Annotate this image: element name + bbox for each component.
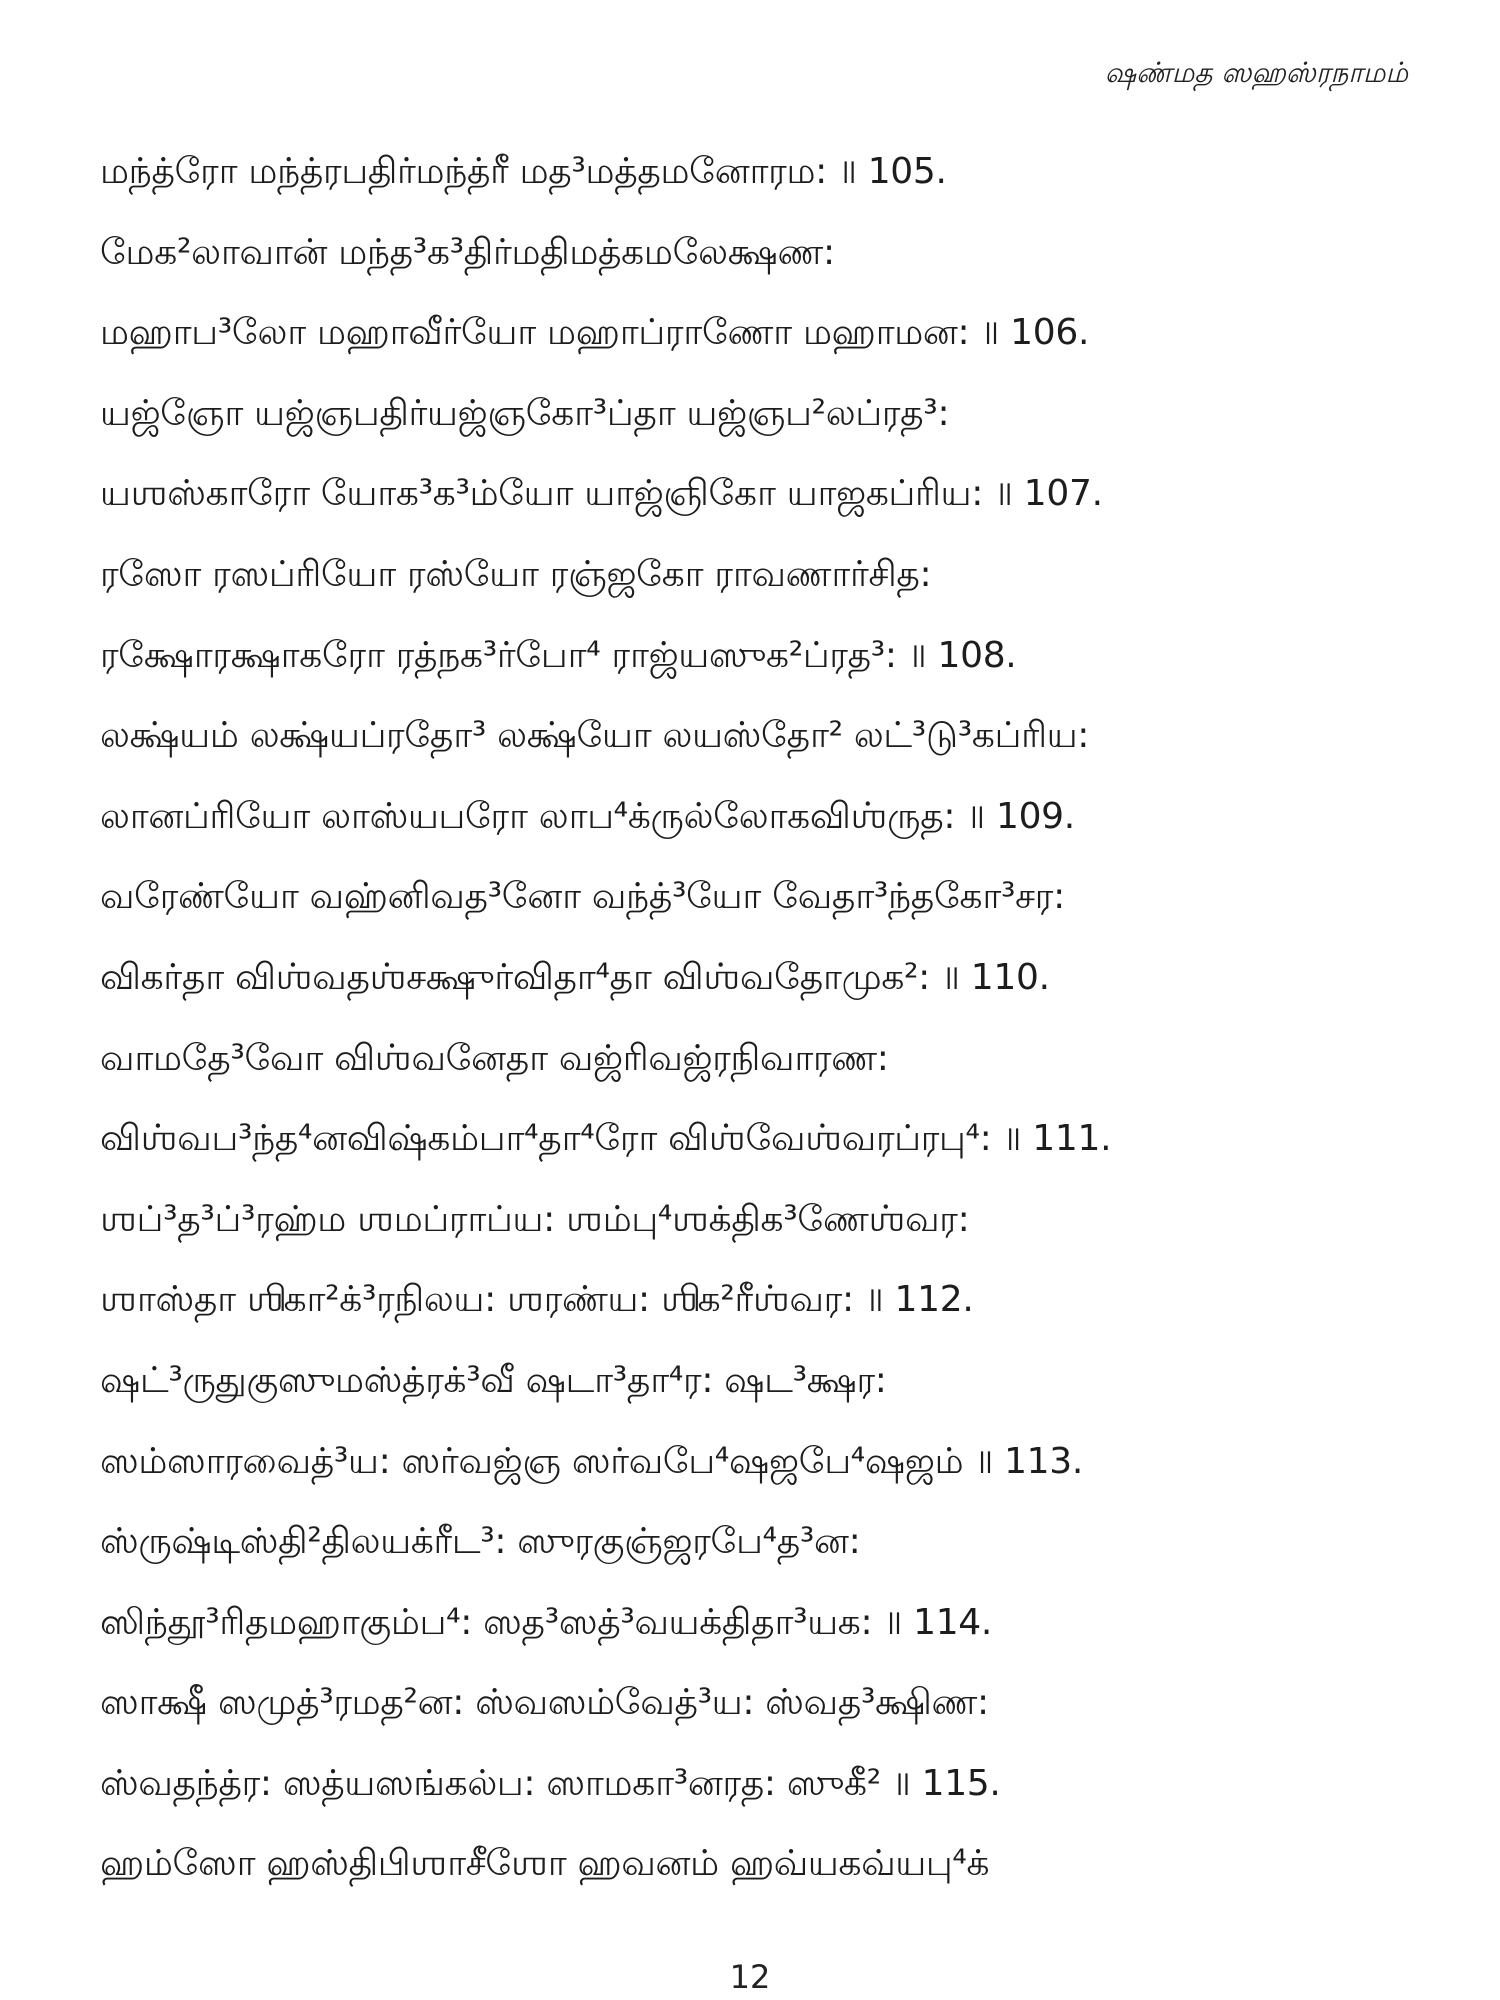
verse-line: ஸம்ஸாரவைத்³ய: ஸர்வஜ்ஞ ஸர்வபே⁴ஷஜபே⁴ஷஜம் ॥ 113. [100, 1440, 1084, 1482]
verse-line: லக்ஷ்யம் லக்ஷ்யப்ரதோ³ லக்ஷ்யோ லயஸ்தோ² லட்³டு³கப்ரிய: [100, 715, 1090, 757]
verse-line: ஸிந்தூ³ரிதமஹாகும்ப⁴: ஸத³ஸத்³வயக்திதா³யக: ॥ 114. [100, 1601, 993, 1643]
verse-line: விகர்தா விஶ்வதஶ்சக்ஷுர்விதா⁴தா விஶ்வதோமுக²: ॥ 110. [100, 956, 1050, 998]
verse-line: விஶ்வப³ந்த⁴னவிஷ்கம்பா⁴தா⁴ரோ விஶ்வேஶ்வரப்ரபு⁴: ॥ 111. [100, 1118, 1112, 1160]
verse-line: மஹாப³லோ மஹாவீர்யோ மஹாப்ராணோ மஹாமன: ॥ 106. [100, 312, 1090, 354]
verse-block [100, 142, 1430, 1915]
verse-line: ஷட்³ருதுகுஸுமஸ்த்ரக்³வீ ஷடா³தா⁴ர: ஷட³க்ஷர: [100, 1359, 887, 1401]
verse-line: லானப்ரியோ லாஸ்யபரோ லாப⁴க்ருல்லோகவிஶ்ருத: ॥ 109. [100, 795, 1075, 837]
verse-line: வாமதே³வோ விஶ்வனேதா வஜ்ரிவஜ்ரநிவாரண: [100, 1037, 889, 1079]
verse-line: யஶஸ்காரோ யோக³க³ம்யோ யாஜ்ஞிகோ யாஜகப்ரிய: ॥ 107. [100, 473, 1103, 515]
verse-line: மந்த்ரோ மந்த்ரபதிர்மந்த்ரீ மத³மத்தமனோரம: ॥ 105. [100, 151, 947, 192]
verse-line: ஹம்ஸோ ஹஸ்திபிஶாசீஶோ ஹவனம் ஹவ்யகவ்யபு⁴க் [100, 1843, 990, 1885]
verse-line: யஜ்ஞோ யஜ்ஞபதிர்யஜ்ஞகோ³ப்தா யஜ்ஞப²லப்ரத³: [100, 392, 950, 434]
verse-line: ரஸோ ரஸப்ரியோ ரஸ்யோ ரஞ்ஜகோ ராவணார்சித: [100, 553, 932, 595]
verse-line: ஸ்ருஷ்டிஸ்தி²திலயக்ரீட³: ஸுரகுஞ்ஜரபே⁴த³ன: [100, 1521, 861, 1563]
verse-line: ரக்ஷோரக்ஷாகரோ ரத்நக³ர்போ⁴ ராஜ்யஸுக²ப்ரத³: ॥ 108. [100, 634, 1017, 676]
page-number: 12 [729, 1958, 771, 1996]
verse-line: ஶாஸ்தா ஶிகா²க்³ரநிலய: ஶரண்ய: ஶிக²ரீஶ்வர: ॥ 112. [100, 1279, 974, 1321]
verse-line: ஸாக்ஷீ ஸமுத்³ரமத²ன: ஸ்வஸம்வேத்³ய: ஸ்வத³க்ஷிண: [100, 1682, 989, 1724]
verse-line: ஶப்³த³ப்³ரஹ்ம ஶமப்ராப்ய: ஶம்பு⁴ஶக்திக³ணேஶ்வர: [100, 1198, 970, 1240]
verse-line: மேக²லாவான் மந்த³க³திர்மதிமத்கமலேக்ஷண: [100, 231, 835, 273]
verse-line: ஸ்வதந்த்ர: ஸத்யஸங்கல்ப: ஸாமகா³னரத: ஸுகீ² ॥ 115. [100, 1762, 1001, 1804]
verse-line: வரேண்யோ வஹ்னிவத³னோ வந்த்³யோ வேதா³ந்தகோ³சர: [100, 876, 1065, 918]
running-header-title: ஷண்மத ஸஹஸ்ரநாமம் [1104, 56, 1408, 89]
